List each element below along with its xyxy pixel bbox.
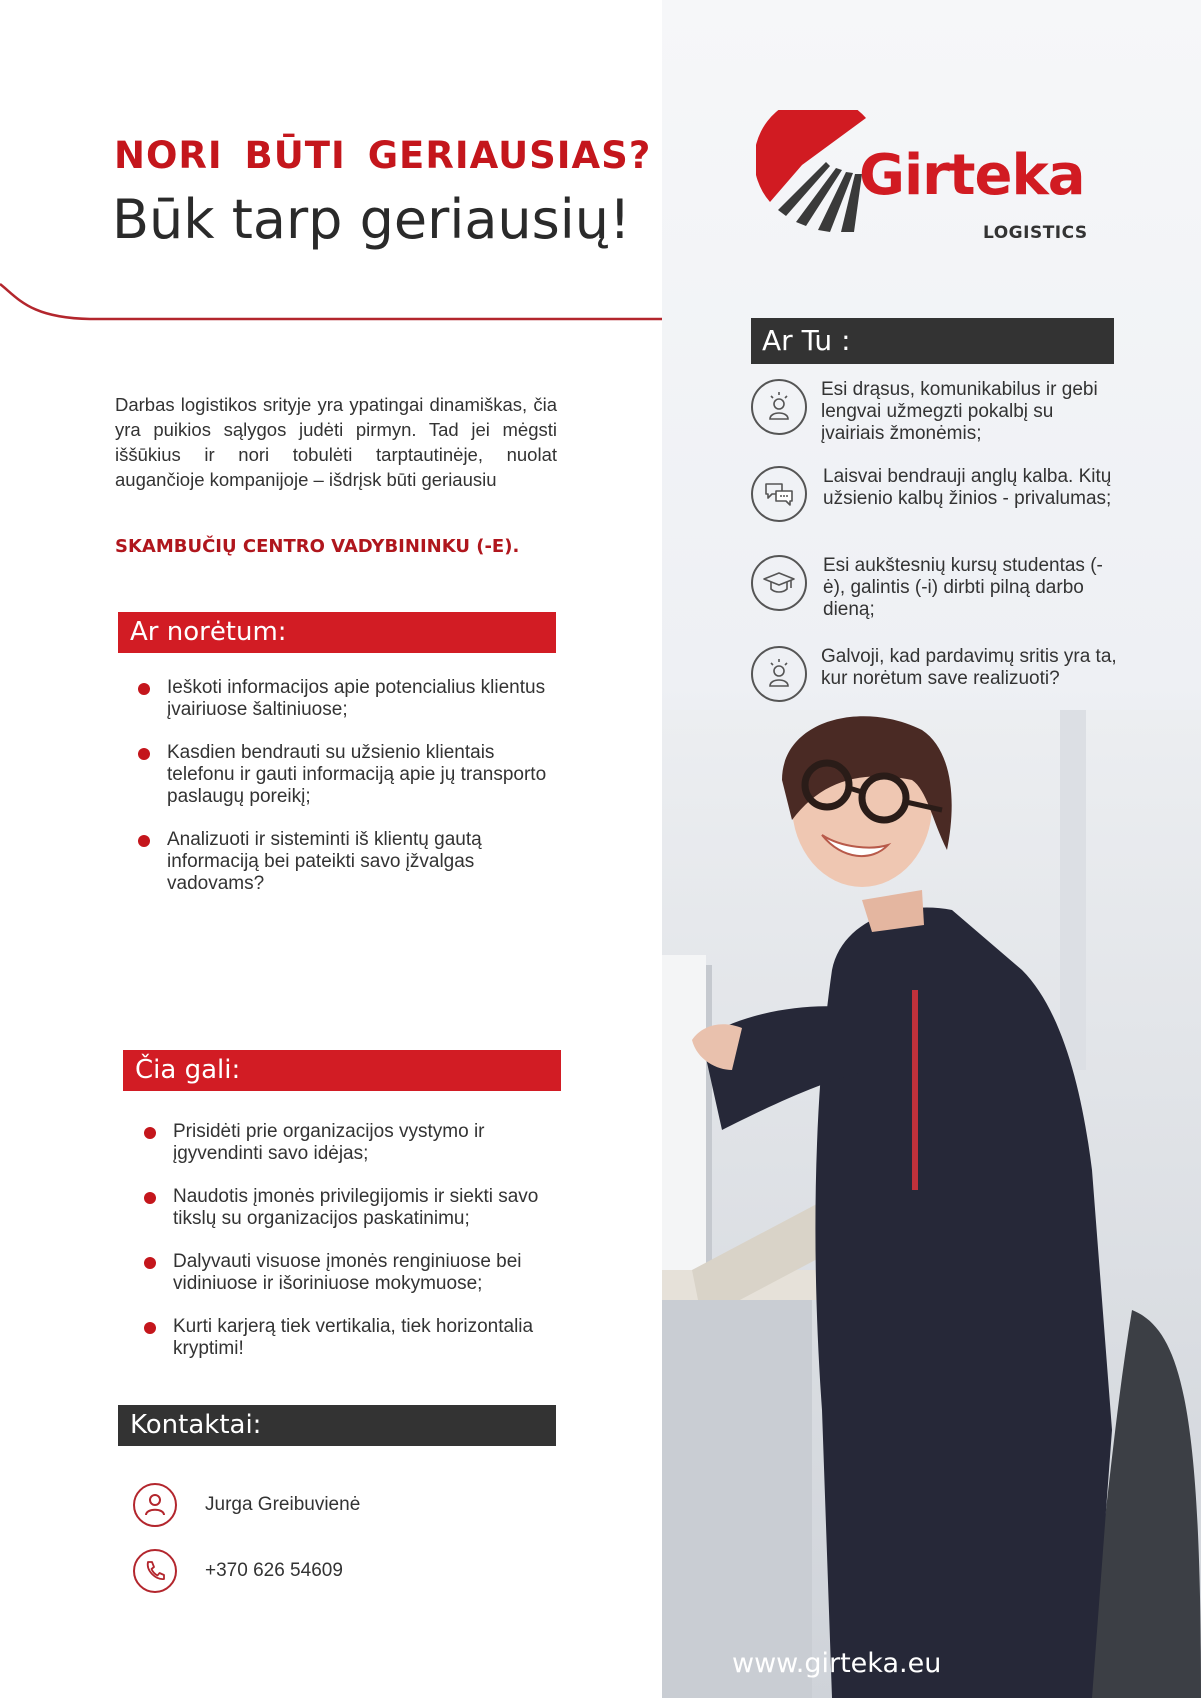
bullet-dot (144, 1257, 156, 1269)
brand-sub: LOGISTICS (983, 223, 1088, 243)
bullet-dot (144, 1322, 156, 1334)
graduation-cap-icon (751, 555, 807, 611)
contact-name: Jurga Greibuvienė (205, 1494, 361, 1515)
brand-name: Girteka (859, 143, 1085, 208)
bullet-dot (144, 1192, 156, 1204)
person-icon (133, 1483, 177, 1527)
tasks-list (136, 677, 556, 916)
contacts-heading: Kontaktai: (118, 1405, 556, 1446)
person-idea-icon (751, 646, 807, 702)
requirements-heading: Ar Tu : (751, 318, 1114, 364)
list-item: Analizuoti ir sisteminti iš klientų gautą informaciją bei pateikti savo įžvalgas vadovams? (136, 829, 556, 895)
bullet-dot (138, 748, 150, 760)
headline: NORI BŪTI GERIAUSIAS? (114, 134, 652, 177)
benefits-list (142, 1121, 562, 1381)
requirement-text: Esi aukštesnių kursų studentas (-ė), galintis (-i) dirbti pilną darbo dieną; (823, 555, 1103, 620)
right-column (662, 0, 1201, 1698)
list-item: Prisidėti prie organizacijos vystymo ir įgyvendinti savo idėjas; (142, 1121, 562, 1165)
requirement-text: Galvoji, kad pardavimų sritis yra ta, kur norėtum save realizuoti? (821, 646, 1117, 689)
job-position: SKAMBUČIŲ CENTRO VADYBININKU (-E). (115, 536, 520, 557)
requirement-item (751, 379, 1131, 445)
office-photo (662, 710, 1201, 1698)
bullet-dot (138, 683, 150, 695)
girteka-logo-mark (756, 110, 866, 235)
bullet-dot (138, 835, 150, 847)
website-url[interactable]: www.girteka.eu (732, 1648, 942, 1679)
list-item: Ieškoti informacijos apie potencialius klientus įvairiuose šaltiniuose; (136, 677, 556, 721)
chat-bubbles-icon (751, 466, 807, 522)
list-item: Kasdien bendrauti su užsienio klientais telefonu ir gauti informaciją apie jų transporto paslaugų poreikį; (136, 742, 556, 808)
benefits-heading: Čia gali: (123, 1050, 561, 1091)
list-item: Dalyvauti visuose įmonės renginiuose bei vidiniuose ir išoriniuose mokymuose; (142, 1251, 562, 1295)
list-item: Naudotis įmonės privilegijomis ir siekti savo tikslų su organizacijos paskatinimu; (142, 1186, 562, 1230)
contact-phone[interactable]: +370 626 54609 (205, 1560, 343, 1581)
requirement-item (751, 466, 1131, 532)
phone-icon (133, 1549, 177, 1593)
contact-name-row (133, 1480, 360, 1530)
requirement-item (751, 555, 1131, 621)
person-talking-icon (751, 379, 807, 435)
decorative-swoosh (0, 270, 662, 330)
subheadline: Būk tarp geriausių! (112, 188, 631, 251)
tasks-heading: Ar norėtum: (118, 612, 556, 653)
intro-text: Darbas logistikos srityje yra ypatingai dinamiškas, čia yra puikios sąlygos judėti pirmyn. Tad jei mėgsti iššūkius ir nori tobulėti tarptautinėje, nuolat augančioje kompanijoje – išdrįsk būti geriausiu (115, 394, 557, 490)
requirement-text: Esi drąsus, komunikabilus ir gebi lengvai užmegzti pokalbį su įvairiais žmonėmis; (821, 379, 1098, 444)
list-item: Kurti karjerą tiek vertikalia, tiek horizontalia kryptimi! (142, 1316, 562, 1360)
contact-phone-row (133, 1546, 343, 1596)
requirement-text: Laisvai bendrauji anglų kalba. Kitų užsienio kalbų žinios - privalumas; (823, 466, 1112, 509)
bullet-dot (144, 1127, 156, 1139)
requirement-item (751, 646, 1131, 712)
